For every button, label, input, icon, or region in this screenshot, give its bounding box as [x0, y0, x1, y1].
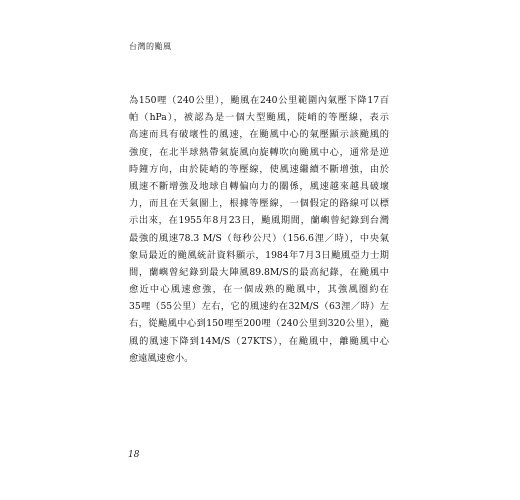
body-line: 示出來，在1955年8月23日，颱風期間，蘭嶼曾紀錄到台灣: [129, 215, 389, 227]
body-line: 力，而且在天氣圖上，根據等壓線，一個假定的路線可以標: [129, 198, 389, 210]
body-line: 風的風速下降到14M/S（27KTS），在颱風中，離颱風中心: [129, 335, 389, 347]
body-line: 時鐘方向，由於陡峭的等壓線，使風速繼續不斷增強，由於: [129, 163, 389, 175]
running-header: 台灣的颱風: [129, 42, 172, 51]
body-line: 高速而具有破壞性的風速，在颱風中心的氣壓顯示該颱風的: [129, 129, 389, 141]
body-line: 為150哩（240公里），颱風在240公里範圍內氣壓下降17百: [129, 95, 389, 106]
body-line: 間，蘭嶼曾紀錄到最大陣風89.8M/S的最高紀錄，在颱風中: [129, 266, 389, 278]
body-line: 象局最近的颱風統計資料顯示，1984年7月3日颱風亞力士期: [129, 249, 389, 261]
body-line: 強度，在北半球熱帶氣旋風向旋轉吹向颱風中心，通常是逆: [129, 146, 389, 158]
body-line: 愈遠風速愈小。: [129, 352, 194, 364]
body-line: 最強的風速78.3 M/S（每秒公尺）（156.6浬／時），中央氣: [129, 232, 389, 244]
body-line: 35哩（55公里）左右，它的風速約在32M/S（63浬／時）左: [129, 301, 389, 313]
body-line: 帕（hPa），被認為是一個大型颱風，陡峭的等壓線，表示: [129, 112, 389, 124]
body-line: 愈近中心風速愈強，在一個成熟的颱風中，其強風圈約在: [129, 284, 389, 296]
body-line: 風速不斷增強及地球自轉偏向力的關係，風速越來越具破壞: [129, 180, 389, 192]
body-text: [129, 92, 389, 367]
page-number: 18: [128, 450, 140, 460]
body-line: 右，從颱風中心到150哩至200哩（240公里到320公里），颱: [129, 318, 389, 330]
